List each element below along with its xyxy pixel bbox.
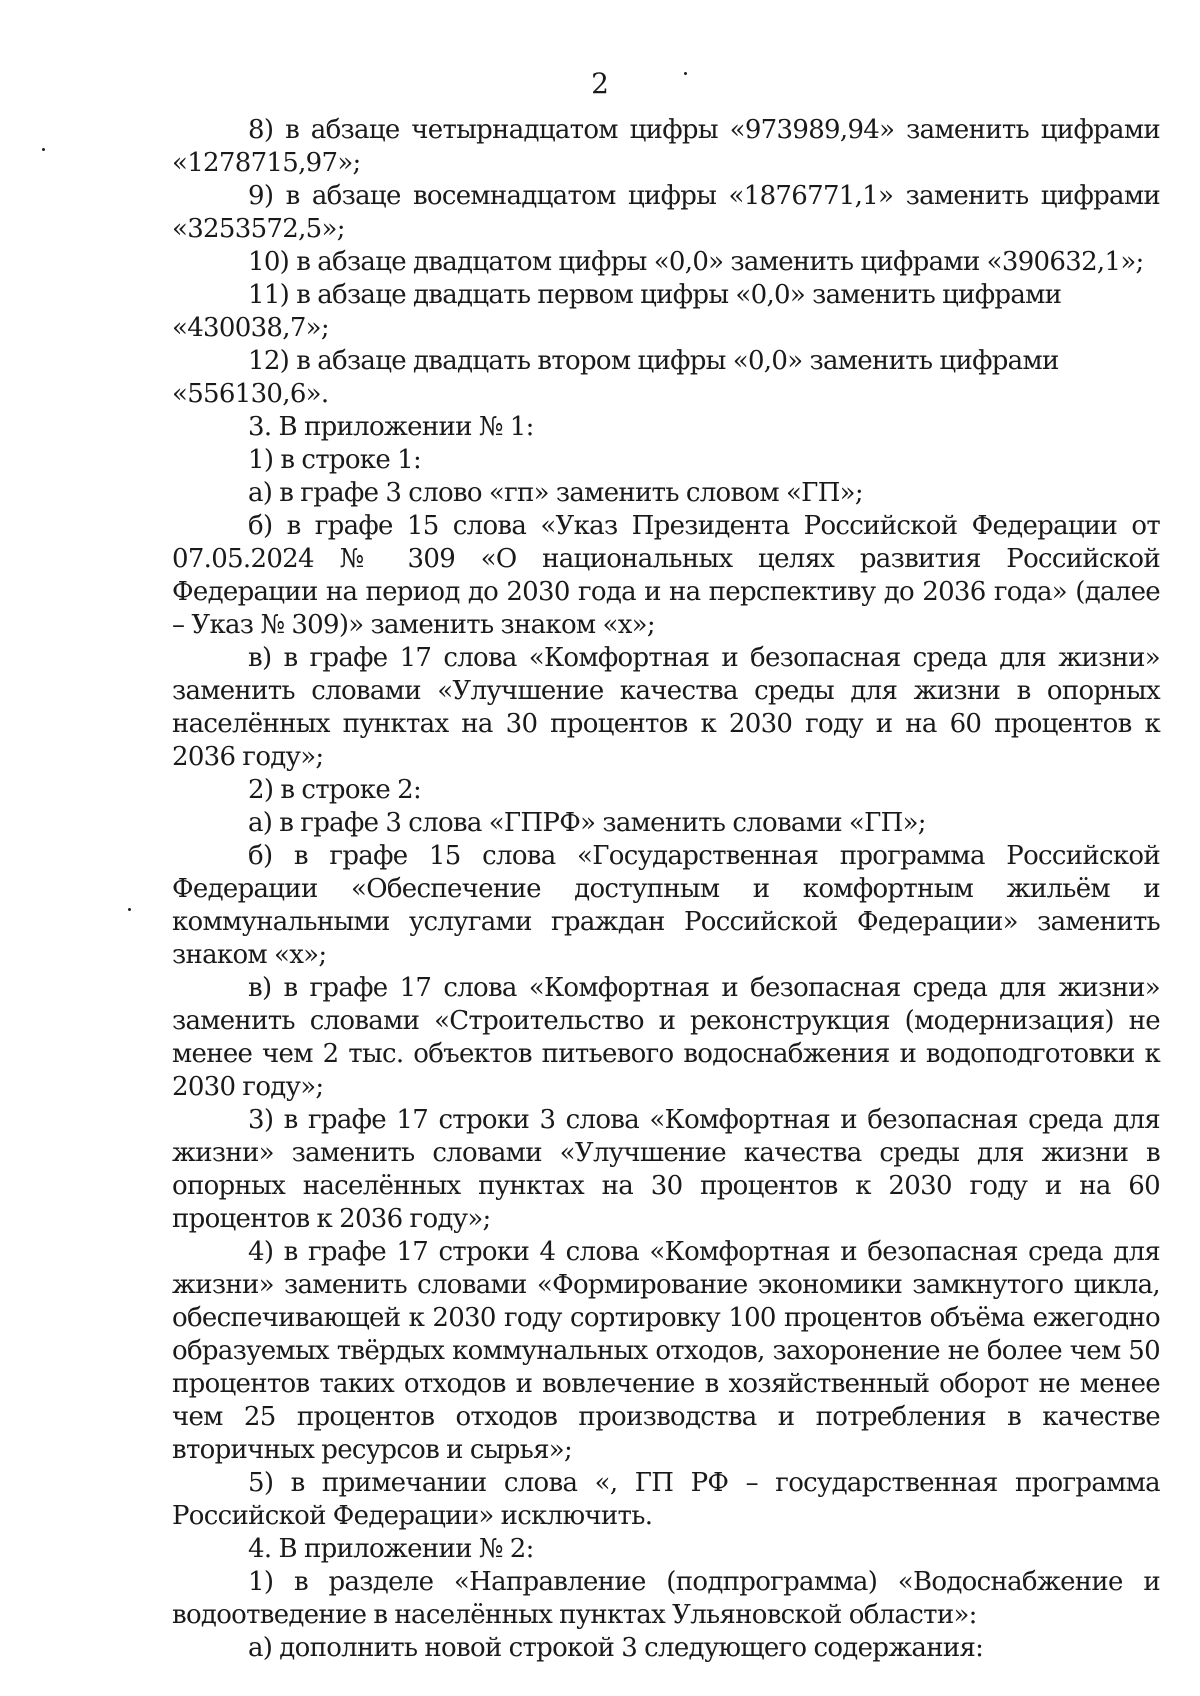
scan-speck	[128, 908, 131, 911]
paragraph: 4) в графе 17 строки 4 слова «Комфортная и безопасная среда для жизни» заменить словами «Формирование экономики замкнутого цикла, обеспечивающей к 2030 году сортировку 100 процентов объёма ежегодно образуемых твёрдых коммунальных отходов, захоронение не более чем 50 процентов таких отходов и вовлечение в хозяйственный оборот не менее чем 25 процентов отходов производства и потребления в качестве вторичных ресурсов и сырья»;	[172, 1237, 1160, 1465]
page-number: 2	[591, 67, 609, 100]
paragraph: 9) в абзаце восемнадцатом цифры «1876771,1» заменить цифрами «3253572,5»;	[172, 181, 1160, 244]
paragraph: в) в графе 17 слова «Комфортная и безопасная среда для жизни» заменить словами «Строительство и реконструкция (модернизация) не менее чем 2 тыс. объектов питьевого водоснабжения и водоподготовки к 2030 году»;	[172, 973, 1160, 1102]
paragraph: б) в графе 15 слова «Государственная программа Российской Федерации «Обеспечение доступным и комфортным жильём и коммунальными услугами граждан Российской Федерации» заменить знаком «х»;	[172, 841, 1160, 970]
paragraph: 1) в строке 1:	[248, 445, 421, 475]
paragraph: 10) в абзаце двадцатом цифры «0,0» заменить цифрами «390632,1»;	[248, 247, 1144, 277]
paragraph: б) в графе 15 слова «Указ Президента Российской Федерации от 07.05.2024 № 309 «О национальных целях развития Российской Федерации на период до 2030 года и на перспективу до 2036 года» (далее – Указ № 309)» заменить знаком «х»;	[172, 511, 1160, 640]
paragraph: в) в графе 17 слова «Комфортная и безопасная среда для жизни» заменить словами «Улучшение качества среды для жизни в опорных населённых пунктах на 30 процентов к 2030 году и на 60 процентов к 2036 году»;	[172, 643, 1160, 772]
paragraph: а) дополнить новой строкой 3 следующего содержания:	[248, 1633, 984, 1663]
section-heading: 3. В приложении № 1:	[248, 412, 534, 442]
section-heading: 4. В приложении № 2:	[248, 1534, 534, 1564]
paragraph: 8) в абзаце четырнадцатом цифры «973989,94» заменить цифрами «1278715,97»;	[172, 115, 1160, 178]
paragraph: а) в графе 3 слово «гп» заменить словом «ГП»;	[248, 478, 863, 508]
paragraph: 12) в абзаце двадцать втором цифры «0,0» заменить цифрами «556130,6».	[172, 346, 1059, 409]
document-body	[172, 114, 1160, 1665]
paragraph: 1) в разделе «Направление (подпрограмма) «Водоснабжение и водоотведение в населённых пунктах Ульяновской области»:	[172, 1567, 1160, 1630]
paragraph: 11) в абзаце двадцать первом цифры «0,0» заменить цифрами «430038,7»;	[172, 280, 1062, 343]
paragraph: 2) в строке 2:	[248, 775, 421, 805]
paragraph: а) в графе 3 слова «ГПРФ» заменить словами «ГП»;	[248, 808, 926, 838]
paragraph: 3) в графе 17 строки 3 слова «Комфортная и безопасная среда для жизни» заменить словами «Улучшение качества среды для жизни в опорных населённых пунктах на 30 процентов к 2030 году и на 60 процентов к 2036 году»;	[172, 1105, 1160, 1234]
scan-speck	[684, 72, 687, 75]
scan-speck	[42, 148, 45, 151]
paragraph: 5) в примечании слова «, ГП РФ – государственная программа Российской Федерации» исключить.	[172, 1468, 1160, 1531]
